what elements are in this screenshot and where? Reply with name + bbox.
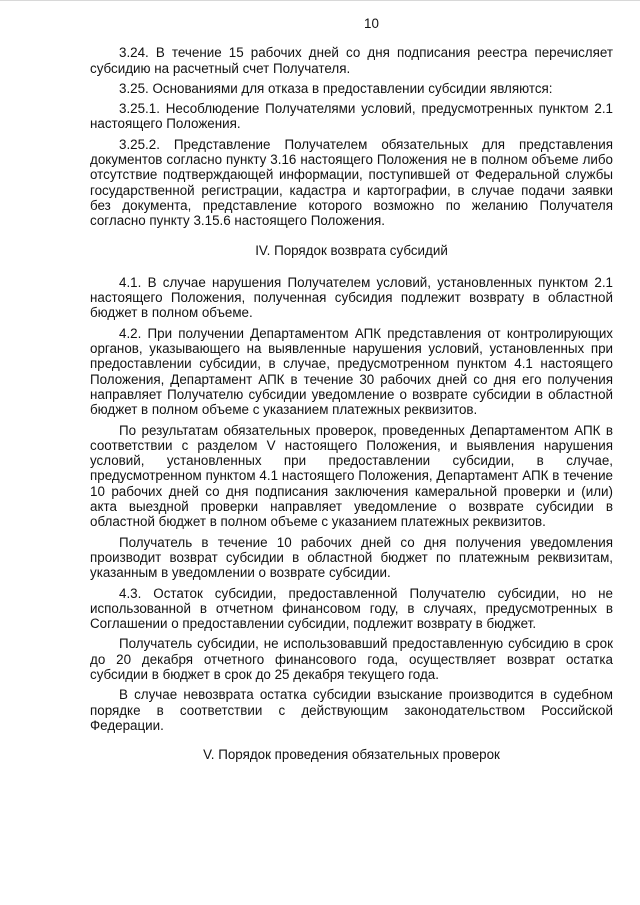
paragraph-inspection-results: По результатам обязательных проверок, проведенных Департаментом АПК в соответствии с разделом V настоящего Положения, и выявления нарушения условий, установленных при предоставлении субсидии, в случае, предусмотренном пунктом 4.1 настоящего Положения, Департамент АПК в течение 10 рабочих дней со дня подписания заключения камеральной проверки и (или) акта выездной проверки направляет уведомление о возврате субсидии в областной бюджет в полном объеме с указанием платежных реквизитов. bbox=[90, 422, 613, 530]
paragraph-recipient-refund: Получатель в течение 10 рабочих дней со дня получения уведомления производит возврат субсидии в областной бюджет по платежным реквизитам, указанным в уведомлении о возврате субсидии. bbox=[90, 534, 613, 581]
paragraph-4-2: 4.2. При получении Департаментом АПК представления от контролирующих органов, указывающего на выявленные нарушения условий, установленных при предоставлении субсидии, в случае, предусмотренном пунктом 4.1 настоящего Положения, Департамент АПК в течение 30 рабочих дней со дня его получения направляет Получателю субсидии уведомление о возврате субсидии в областной бюджет в полном объеме с указанием платежных реквизитов. bbox=[90, 325, 613, 418]
paragraph-3-25-2: 3.25.2. Представление Получателем обязательных для представления документов согласно пункту 3.16 настоящего Положения не в полном объеме либо отсутствие подтверждающей информации, поступившей от Федеральной службы государственной регистрации, кадастра и картографии, в случае подачи заявки без документа, представление которого возможно по желанию Получателя согласно пункту 3.15.6 настоящего Положения. bbox=[90, 136, 613, 229]
paragraph-4-3: 4.3. Остаток субсидии, предоставленной Получателю субсидии, но не использованной в отчетном финансовом году, в случаях, предусмотренных в Соглашении о предоставлении субсидии, подлежит возврату в бюджет. bbox=[90, 585, 613, 632]
paragraph-3-25: 3.25. Основаниями для отказа в предоставлении субсидии являются: bbox=[119, 80, 553, 96]
section-iv-heading: IV. Порядок возврата субсидий bbox=[255, 242, 448, 258]
document-page bbox=[90, 16, 613, 779]
paragraph-3-24: 3.24. В течение 15 рабочих дней со дня подписания реестра перечисляет субсидию на расчетный счет Получателя. bbox=[90, 45, 613, 76]
paragraph-3-25-1: 3.25.1. Несоблюдение Получателями условий, предусмотренных пунктом 2.1 настоящего Положения. bbox=[90, 101, 613, 132]
page-top-edge bbox=[0, 0, 640, 1]
paragraph-4-1: 4.1. В случае нарушения Получателем условий, установленных пунктом 2.1 настоящего Положения, полученная субсидия подлежит возврату в областной бюджет в полном объеме. bbox=[90, 274, 613, 321]
paragraph-unused-balance: Получатель субсидии, не использовавший предоставленную субсидию в срок до 20 декабря отчетного финансового года, осуществляет возврат остатка субсидии в бюджет в срок до 25 декабря текущего года. bbox=[90, 636, 613, 682]
paragraph-judicial-recovery: В случае невозврата остатка субсидии взыскание производится в судебном порядке в соответствии с действующим законодательством Российской Федерации. bbox=[90, 687, 613, 733]
page-number: 10 bbox=[364, 16, 379, 31]
section-v-heading: V. Порядок проведения обязательных проверок bbox=[203, 747, 500, 763]
